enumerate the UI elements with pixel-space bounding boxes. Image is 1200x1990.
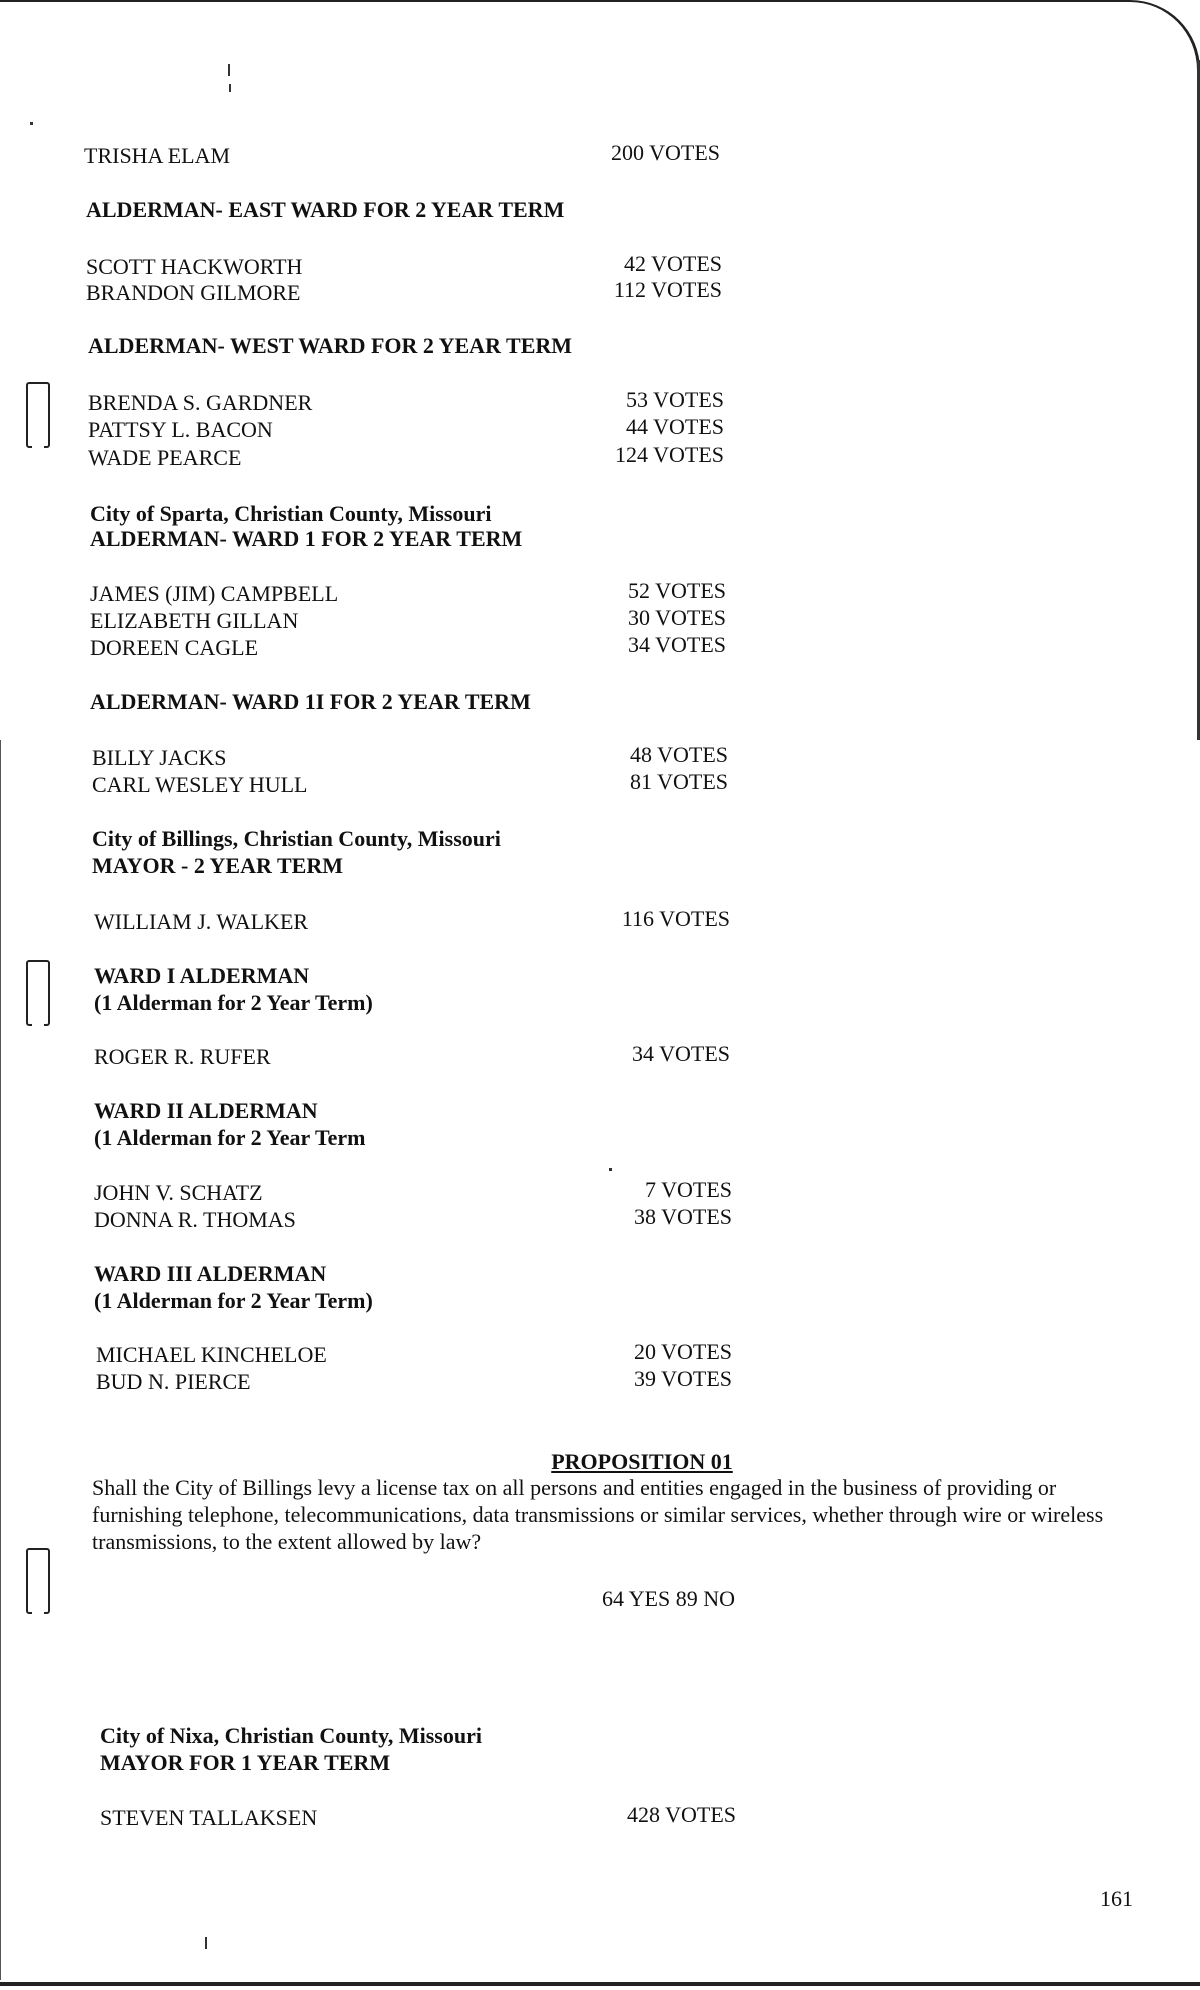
binder-hole-mark <box>26 960 50 1026</box>
candidate-name: BRANDON GILMORE <box>86 280 301 305</box>
scan-edge-bottom <box>0 1982 1200 1986</box>
vote-count: 200 VOTES <box>611 140 720 165</box>
vote-count: 39 VOTES <box>634 1366 732 1391</box>
section-heading: (1 Alderman for 2 Year Term) <box>94 990 373 1015</box>
section-heading: City of Nixa, Christian County, Missouri <box>100 1723 482 1748</box>
candidate-name: BRENDA S. GARDNER <box>88 390 313 415</box>
section-heading: (1 Alderman for 2 Year Term <box>94 1125 366 1150</box>
section-heading: ALDERMAN- WARD 1 FOR 2 YEAR TERM <box>90 526 523 551</box>
candidate-name: STEVEN TALLAKSEN <box>100 1805 318 1830</box>
vote-count: 81 VOTES <box>630 769 728 794</box>
candidate-name: PATTSY L. BACON <box>88 417 273 442</box>
proposition-result: 64 YES 89 NO <box>601 1586 735 1611</box>
vote-count: 428 VOTES <box>627 1802 736 1827</box>
vote-count: 38 VOTES <box>634 1204 732 1229</box>
section-heading: City of Sparta, Christian County, Missouri <box>90 501 492 526</box>
section-heading: WARD II ALDERMAN <box>94 1098 318 1123</box>
candidate-name: TRISHA ELAM <box>84 143 231 168</box>
candidate-name: ELIZABETH GILLAN <box>90 608 299 633</box>
vote-count: 53 VOTES <box>626 387 724 412</box>
scan-edge-top <box>0 0 1130 6</box>
vote-count: 112 VOTES <box>613 277 722 302</box>
section-heading: ALDERMAN- EAST WARD FOR 2 YEAR TERM <box>86 197 565 222</box>
vote-count: 34 VOTES <box>628 632 726 657</box>
scan-speck <box>228 64 230 76</box>
section-heading: MAYOR FOR 1 YEAR TERM <box>100 1750 391 1775</box>
candidate-name: WADE PEARCE <box>88 445 242 470</box>
section-heading: WARD III ALDERMAN <box>94 1261 327 1286</box>
section-heading: City of Billings, Christian County, Missouri <box>92 826 501 851</box>
vote-count: 48 VOTES <box>630 742 728 767</box>
scan-speck <box>609 1168 612 1171</box>
candidate-name: SCOTT HACKWORTH <box>86 254 303 279</box>
candidate-name: MICHAEL KINCHELOE <box>96 1342 327 1367</box>
vote-count: 52 VOTES <box>628 578 726 603</box>
candidate-name: DOREEN CAGLE <box>90 635 259 660</box>
scan-speck <box>30 122 33 125</box>
candidate-name: CARL WESLEY HULL <box>92 772 308 797</box>
scan-speck <box>205 1937 207 1949</box>
vote-count: 34 VOTES <box>632 1041 730 1066</box>
proposition-text: Shall the City of Billings levy a license tax on all persons and entities engaged in the business of providing or furnishing telephone, telecommunications, data transmissions or similar services, whether through wire or wireless transmissions, to the extent allowed by law? <box>92 1475 1104 1554</box>
vote-count: 44 VOTES <box>626 414 724 439</box>
proposition-title: PROPOSITION 01 <box>551 1449 733 1474</box>
section-heading: ALDERMAN- WEST WARD FOR 2 YEAR TERM <box>88 333 573 358</box>
vote-count: 124 VOTES <box>615 442 724 467</box>
vote-count: 42 VOTES <box>624 251 722 276</box>
vote-count: 30 VOTES <box>628 605 726 630</box>
candidate-name: DONNA R. THOMAS <box>94 1207 296 1232</box>
scan-corner-curl <box>1127 0 1200 82</box>
section-heading: (1 Alderman for 2 Year Term) <box>94 1288 373 1313</box>
vote-count: 116 VOTES <box>621 906 730 931</box>
candidate-name: WILLIAM J. WALKER <box>94 909 309 934</box>
candidate-name: BILLY JACKS <box>92 745 227 770</box>
section-heading: MAYOR - 2 YEAR TERM <box>92 853 343 878</box>
scan-speck <box>229 84 231 92</box>
vote-count: 7 VOTES <box>645 1177 732 1202</box>
candidate-name: ROGER R. RUFER <box>94 1044 271 1069</box>
binder-hole-mark <box>26 1548 50 1614</box>
page-number: 161 <box>1100 1886 1133 1911</box>
section-heading: ALDERMAN- WARD 1I FOR 2 YEAR TERM <box>90 689 531 714</box>
candidate-name: BUD N. PIERCE <box>96 1369 251 1394</box>
candidate-name: JAMES (JIM) CAMPBELL <box>90 581 339 606</box>
binder-hole-mark <box>26 382 50 448</box>
section-heading: WARD I ALDERMAN <box>94 963 310 988</box>
scan-edge-left <box>0 740 1 1980</box>
vote-count: 20 VOTES <box>634 1339 732 1364</box>
candidate-name: JOHN V. SCHATZ <box>94 1180 263 1205</box>
